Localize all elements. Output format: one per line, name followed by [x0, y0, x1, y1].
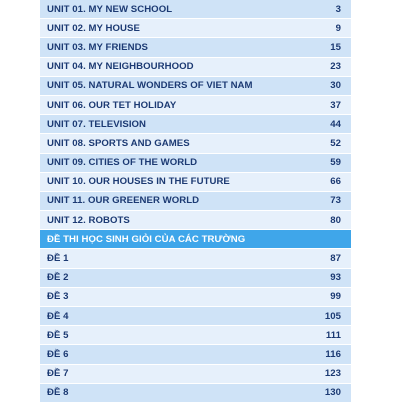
- toc-page-number: 30: [330, 80, 341, 92]
- toc-page-number: 99: [330, 291, 341, 303]
- toc-title: UNIT 05. NATURAL WONDERS OF VIET NAM: [47, 80, 253, 92]
- toc-page-number: 116: [325, 348, 341, 360]
- toc-row-exam-1[interactable]: [40, 249, 351, 268]
- toc-page-number: 123: [324, 368, 341, 380]
- toc-title: UNIT 11. OUR GREENER WORLD: [47, 195, 200, 207]
- toc-title: ĐỀ 8: [47, 387, 69, 399]
- toc-row-exam-2[interactable]: [40, 269, 351, 288]
- toc-page-number: 105: [324, 310, 341, 322]
- toc-row-unit-08[interactable]: [40, 134, 351, 153]
- toc-row-unit-04[interactable]: [40, 58, 351, 77]
- toc-page-number: 52: [330, 137, 341, 149]
- toc-page-number: 73: [330, 195, 341, 207]
- toc-title: UNIT 10. OUR HOUSES IN THE FUTURE: [47, 176, 230, 188]
- toc-row-exam-6[interactable]: [40, 345, 351, 364]
- toc-title: UNIT 12. ROBOTS: [47, 214, 130, 226]
- toc-row-unit-11[interactable]: [40, 192, 351, 211]
- toc-row-unit-03[interactable]: [40, 38, 351, 57]
- toc-title: ĐỀ 3: [47, 291, 69, 303]
- toc-page-number: 87: [330, 253, 341, 265]
- toc-title: UNIT 02. MY HOUSE: [47, 22, 140, 34]
- toc-row-unit-09[interactable]: [40, 154, 351, 173]
- toc-page-number: 44: [330, 118, 341, 130]
- toc-title: UNIT 09. CITIES OF THE WORLD: [47, 157, 198, 169]
- toc-row-unit-01[interactable]: [40, 0, 351, 19]
- table-of-contents: [40, 0, 351, 403]
- toc-row-unit-07[interactable]: [40, 115, 351, 134]
- toc-page-number: 23: [330, 61, 341, 73]
- toc-page-number: 130: [324, 387, 341, 399]
- section-heading-exams: [40, 230, 351, 249]
- toc-title: ĐỀ 6: [47, 348, 69, 360]
- toc-title: UNIT 08. SPORTS AND GAMES: [47, 137, 190, 149]
- toc-page-number: 111: [325, 329, 341, 341]
- toc-page-number: 15: [330, 41, 341, 53]
- toc-title: ĐỀ 4: [47, 310, 69, 322]
- toc-page-number: 93: [330, 272, 341, 284]
- toc-page-number: 9: [335, 22, 341, 34]
- section-heading-text: ĐỀ THI HỌC SINH GIỎI CỦA CÁC TRƯỜNG: [47, 233, 246, 245]
- toc-title: UNIT 06. OUR TET HOLIDAY: [47, 99, 177, 111]
- toc-row-exam-3[interactable]: [40, 288, 351, 307]
- toc-page-number: 3: [335, 3, 341, 15]
- toc-title: ĐỀ 7: [47, 368, 69, 380]
- toc-page-number: 66: [330, 176, 341, 188]
- toc-page-number: 59: [330, 157, 341, 169]
- toc-row-exam-7[interactable]: [40, 365, 351, 384]
- toc-row-unit-02[interactable]: [40, 19, 351, 38]
- toc-title: ĐỀ 1: [47, 253, 69, 265]
- toc-row-exam-8[interactable]: [40, 384, 351, 403]
- toc-page-number: 80: [330, 214, 341, 226]
- toc-title: ĐỀ 2: [47, 272, 69, 284]
- toc-title: UNIT 03. MY FRIENDS: [47, 41, 148, 53]
- toc-page-number: 37: [330, 99, 341, 111]
- toc-row-exam-4[interactable]: [40, 307, 351, 326]
- toc-row-unit-10[interactable]: [40, 173, 351, 192]
- toc-row-unit-12[interactable]: [40, 211, 351, 230]
- toc-title: ĐỀ 5: [47, 329, 69, 341]
- toc-title: UNIT 01. MY NEW SCHOOL: [47, 3, 173, 15]
- toc-row-unit-06[interactable]: [40, 96, 351, 115]
- toc-row-exam-5[interactable]: [40, 326, 351, 345]
- toc-row-unit-05[interactable]: [40, 77, 351, 96]
- toc-title: UNIT 07. TELEVISION: [47, 118, 147, 130]
- toc-title: UNIT 04. MY NEIGHBOURHOOD: [47, 61, 194, 73]
